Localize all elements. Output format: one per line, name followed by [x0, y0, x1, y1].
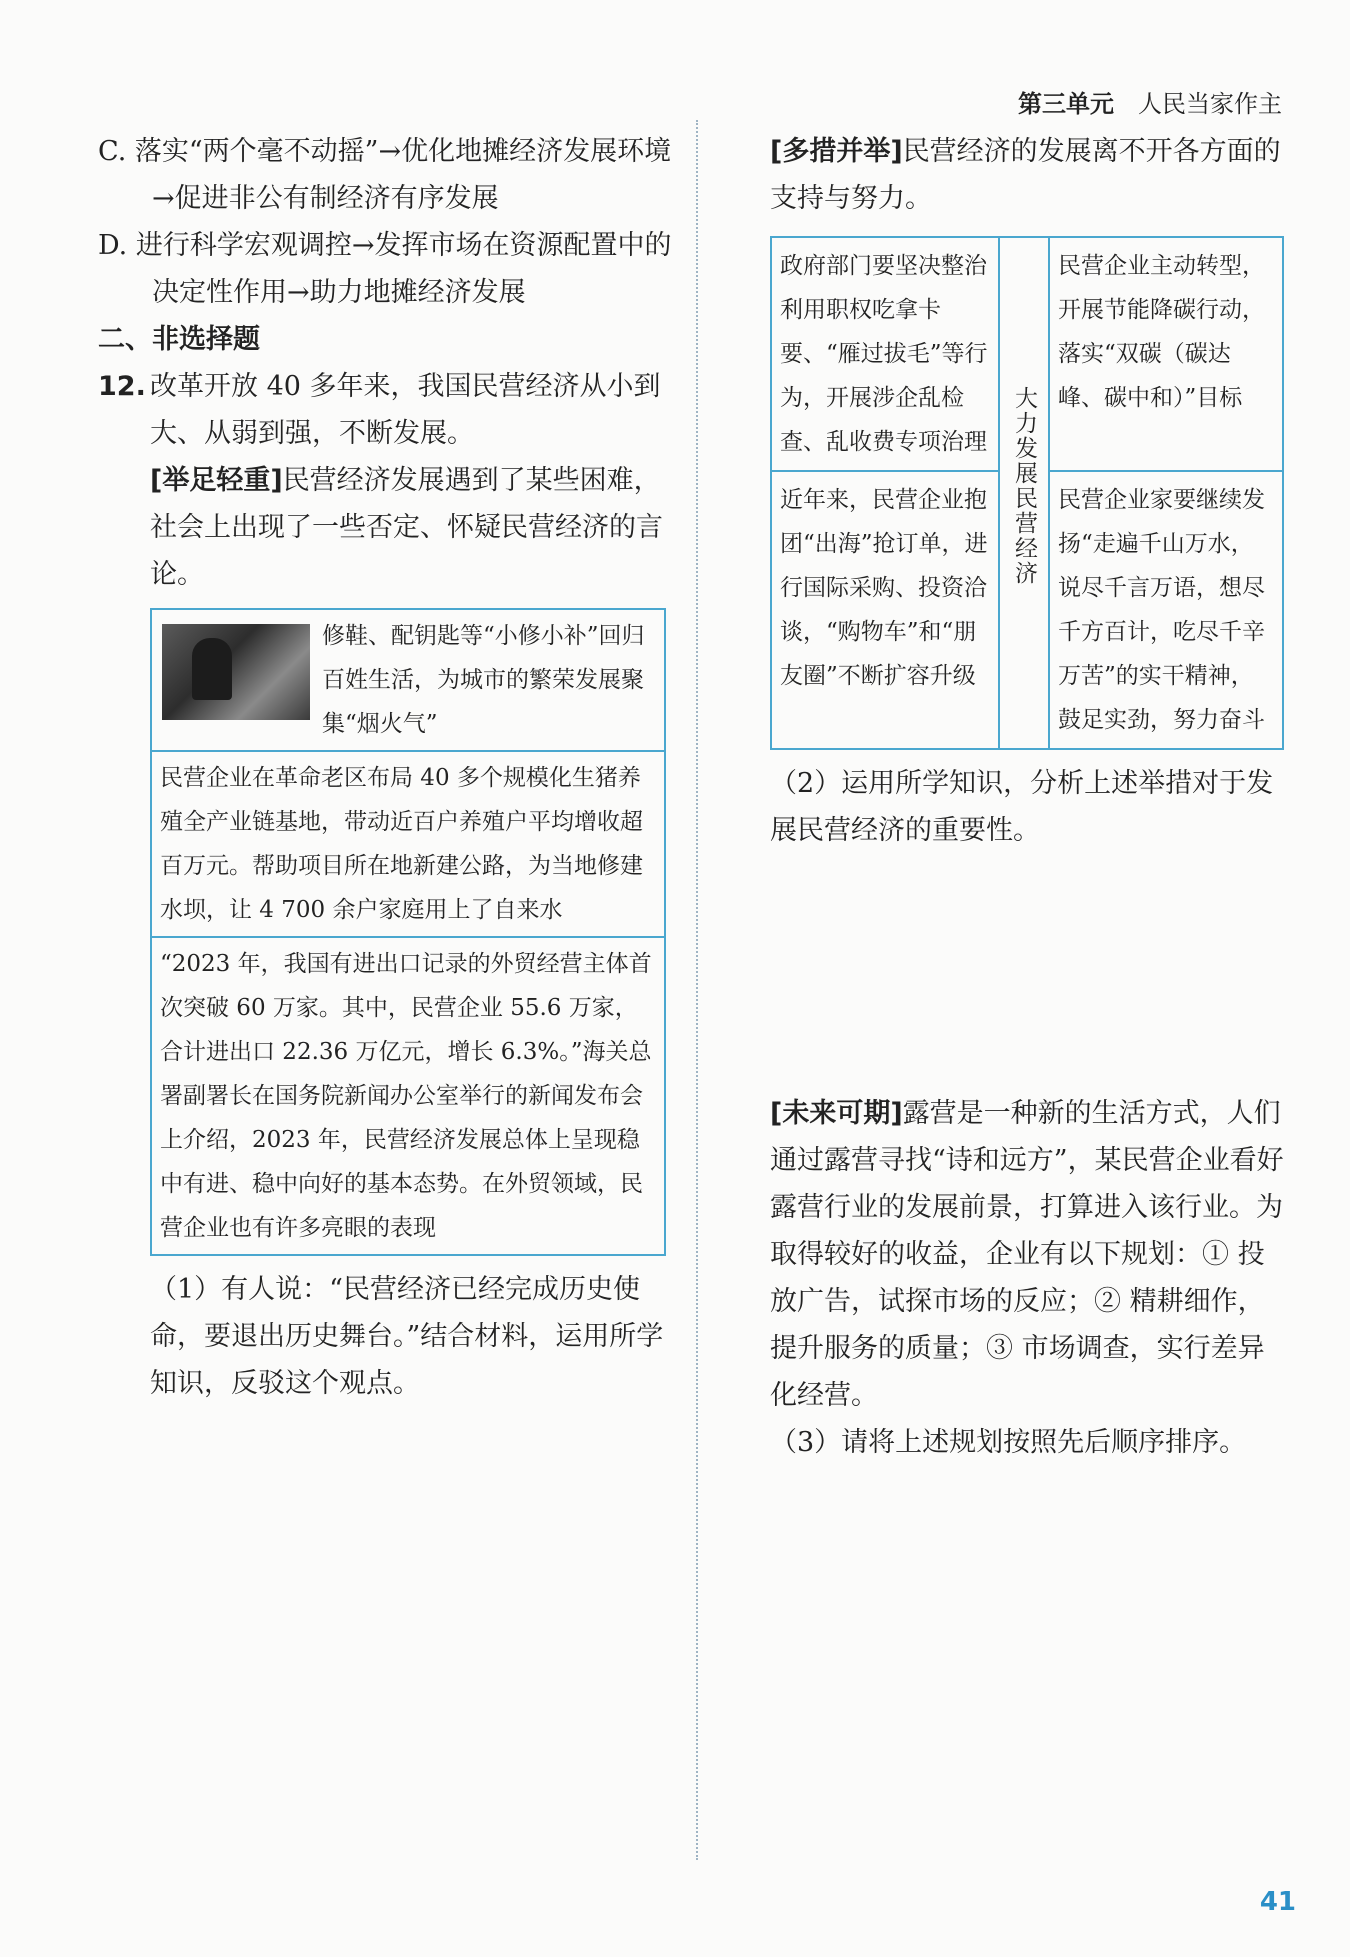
- question-12: [98, 363, 672, 457]
- tag-label: [多措并举]: [770, 136, 903, 167]
- question-text: 改革开放 40 多年来，我国民营经济从小到大、从弱到强，不断发展。: [150, 371, 661, 449]
- page-header: [1018, 84, 1282, 119]
- measures-table: [770, 236, 1284, 750]
- context-paragraph-1: [98, 457, 672, 598]
- left-column: [98, 128, 672, 1407]
- unit-title: 人民当家作主: [1138, 90, 1282, 118]
- material-row: [151, 751, 665, 937]
- section-title: 二、非选择题: [98, 324, 260, 355]
- measure-cell: 政府部门要坚决整治利用职权吃拿卡要、“雁过拔毛”等行为，开展涉企乱检查、乱收费专项治理: [771, 237, 999, 471]
- context-paragraph-2: [770, 128, 1284, 222]
- option-d: D. 进行科学宏观调控→发挥市场在资源配置中的决定性作用→助力地摊经济发展: [98, 230, 672, 308]
- material-text: 民营企业在革命老区布局 40 多个规模化生猪养殖全产业链基地，带动近百户养殖户平均增收超百万元。帮助项目所在地新建公路，为当地修建水坝，让 4 700 余户家庭用上了自来水: [151, 751, 665, 937]
- materials-table: [150, 608, 666, 1256]
- center-label-cell: [999, 237, 1049, 749]
- question-number: 12.: [98, 371, 146, 402]
- material-row: [151, 609, 665, 751]
- sub-question-2: （2）运用所学知识，分析上述举措对于发展民营经济的重要性。: [770, 768, 1274, 846]
- center-label: 大力发展民营经济: [1011, 385, 1037, 586]
- page-number: 41: [1259, 1887, 1296, 1917]
- column-divider: [696, 120, 698, 1860]
- unit-label: 第三单元: [1018, 90, 1114, 118]
- material-row: [151, 937, 665, 1255]
- context-paragraph-3: [770, 1090, 1284, 1419]
- sub-question-1: （1）有人说：“民营经济已经完成历史使命，要退出历史舞台。”结合材料，运用所学知识，反驳这个观点。: [150, 1274, 664, 1399]
- measure-cell: 民营企业主动转型，开展节能降碳行动，落实“双碳（碳达峰、碳中和）”目标: [1049, 237, 1283, 471]
- context-text: 民营经济的发展离不开各方面的支持与努力。: [770, 136, 1281, 214]
- tag-label: [未来可期]: [770, 1098, 903, 1129]
- material-text: 修鞋、配钥匙等“小修小补”回归百姓生活，为城市的繁荣发展聚集“烟火气”: [322, 623, 645, 737]
- sub-question-3: （3）请将上述规划按照先后顺序排序。: [770, 1427, 1247, 1458]
- measure-cell: 近年来，民营企业抱团“出海”抢订单，进行国际采购、投资洽谈，“购物车”和“朋友圈”不断扩容升级: [771, 471, 999, 749]
- material-text: “2023 年，我国有进出口记录的外贸经营主体首次突破 60 万家。其中，民营企业 55.6 万家，合计进出口 22.36 万亿元，增长 6.3%。”海关总署副署长在国务院新闻办公室举行的新闻发布会上介绍，2023 年，民营经济发展总体上呈现稳中有进、稳中向好的基本态势。在外贸领域，民营企业也有许多亮眼的表现: [151, 937, 665, 1255]
- option-c: C. 落实“两个毫不动摇”→优化地摊经济发展环境→促进非公有制经济有序发展: [98, 136, 672, 214]
- tag-label: [举足轻重]: [150, 465, 283, 496]
- measure-cell: 民营企业家要继续发扬“走遍千山万水，说尽千言万语，想尽千方百计，吃尽千辛万苦”的实干精神，鼓足实劲，努力奋斗: [1049, 471, 1283, 749]
- context-text: 民营经济发展遇到了某些困难，社会上出现了一些否定、怀疑民营经济的言论。: [150, 465, 663, 590]
- right-column: [770, 128, 1284, 1466]
- context-text: 露营是一种新的生活方式，人们通过露营寻找“诗和远方”，某民营企业看好露营行业的发展前景，打算进入该行业。为取得较好的收益，企业有以下规划：① 投放广告，试探市场的反应；② 精耕细作，提升服务的质量；③ 市场调查，实行差异化经营。: [770, 1098, 1284, 1411]
- cobbler-photo: [162, 624, 310, 720]
